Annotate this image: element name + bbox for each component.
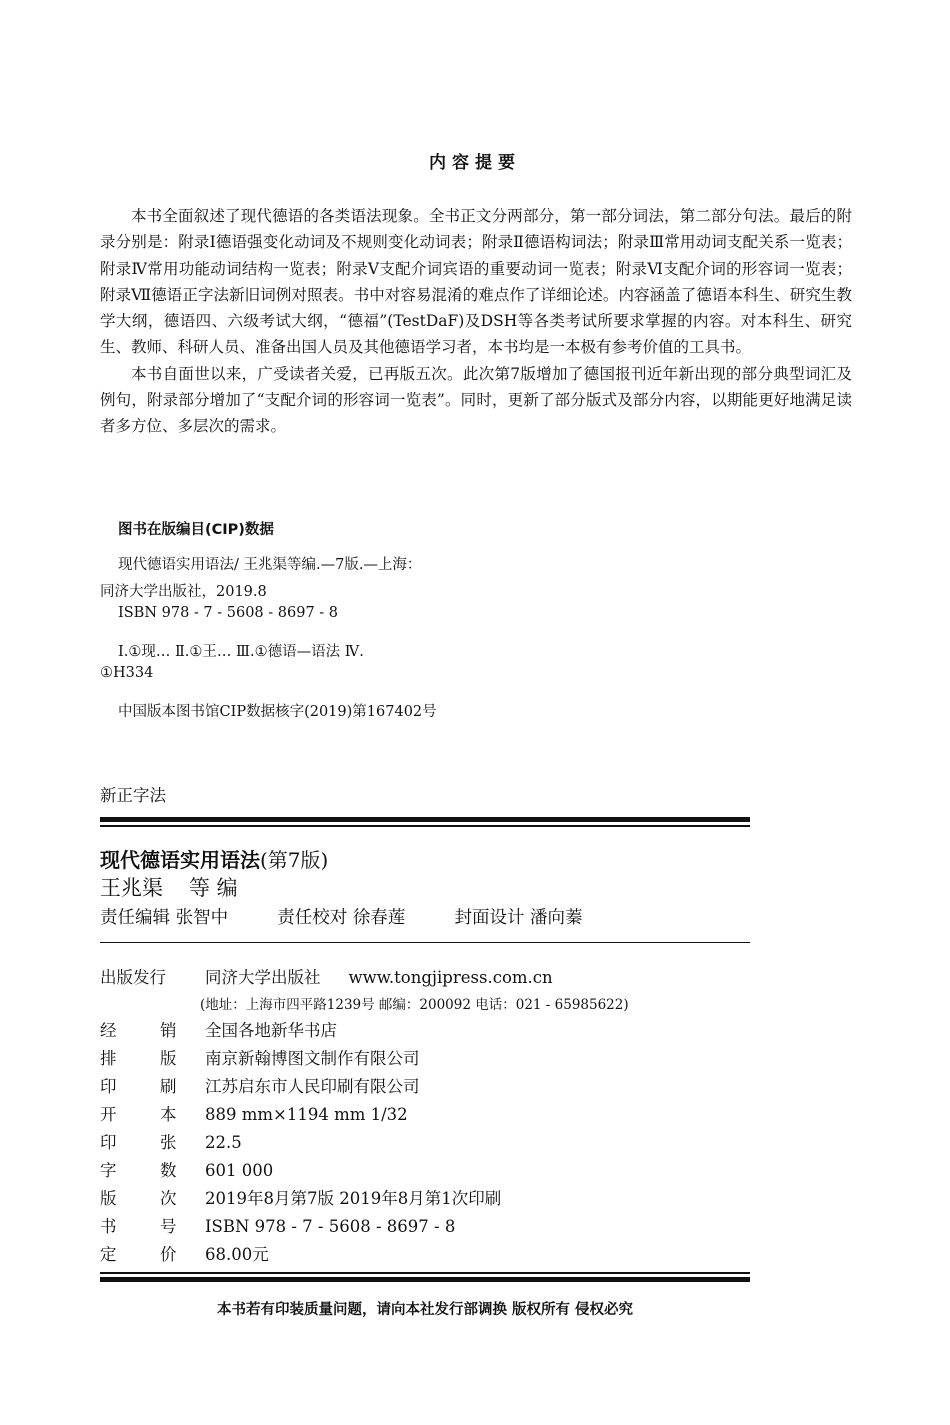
label-char: 号 [160,1217,177,1236]
info-value: 68.00元 [205,1245,269,1264]
author-role: 等 编 [189,876,238,900]
info-value: 2019年8月第7版 2019年8月第1次印刷 [205,1189,502,1208]
label-char: 版 [160,1049,177,1068]
label-char: 张 [160,1133,177,1152]
label-char: 数 [160,1161,177,1180]
author-name: 王兆渠 [100,876,163,900]
info-row-sheets [100,1129,242,1153]
cip-line-5: ①H334 [100,665,154,681]
label-char: 版 [100,1189,117,1208]
bottom-thin-rule [100,1272,750,1274]
label-char: 印 [100,1133,117,1152]
book-edition: (第7版) [260,848,329,872]
proofreader-label: 责任校对 [277,908,348,928]
info-row-printing [100,1073,420,1097]
cover-designer-label: 封面设计 [454,908,525,928]
middle-rule [100,942,750,943]
editors-line [100,904,583,929]
label-char: 字 [100,1161,117,1180]
label-char: 定 [100,1245,117,1264]
summary-title: 内容提要 [429,153,521,173]
cover-designer: 潘向蓁 [530,908,583,928]
cip-line-2: 同济大学出版社，2019.8 [100,584,267,600]
label-char: 次 [160,1189,177,1208]
label-char: 本 [160,1105,177,1124]
info-value: 全国各地新华书店 [205,1021,337,1040]
info-row-price [100,1241,269,1265]
info-value: 601 000 [205,1161,274,1180]
info-row-word-count [100,1157,273,1181]
info-value: 江苏启东市人民印刷有限公司 [205,1077,420,1096]
label-char: 经 [100,1021,117,1040]
orthography-label: 新正字法 [100,786,166,805]
label-char: 排 [100,1049,117,1068]
cip-line-4: Ⅰ.①现… Ⅱ.①王… Ⅲ.①德语—语法 Ⅳ. [118,644,364,660]
cip-line-6: 中国版本图书馆CIP数据核字(2019)第167402号 [118,704,437,720]
cip-heading: 图书在版编目(CIP)数据 [118,522,274,538]
info-value: 22.5 [205,1133,242,1152]
responsible-editor-label: 责任编辑 [100,908,170,928]
publisher-value: 同济大学出版社 [205,968,321,987]
label-char: 印 [100,1077,117,1096]
info-row-distributor [100,1017,337,1041]
info-row-typesetting [100,1045,420,1069]
label-char: 价 [160,1245,177,1264]
info-row-format [100,1101,408,1125]
summary-paragraph-2: 本书自面世以来，广受读者关爱，已再版五次。此次第7版增加了德国报刊近年新出现的部分典型词汇及例句，附录部分增加了“支配介词的形容词一览表”。同时，更新了部分版式及部分内容，以期能更好地满足读者多方位、多层次的需求。 [100,364,852,436]
info-row-isbn [100,1213,455,1237]
top-thick-rule [100,817,750,822]
top-thin-rule [100,825,750,827]
summary-body [100,203,852,440]
proofreader: 徐春莲 [352,908,406,928]
publisher-website: www.tongjipress.com.cn [348,968,553,987]
copyright-notice: 本书若有印装质量问题，请向本社发行部调换 版权所有 侵权必究 [216,1302,634,1318]
cip-line-3: ISBN 978 - 7 - 5608 - 8697 - 8 [118,605,339,621]
cip-line-1: 现代德语实用语法/ 王兆渠等编.—7版.—上海： [118,557,422,573]
info-value: 南京新翰博图文制作有限公司 [205,1049,420,1068]
info-value: 889 mm×1194 mm 1/32 [205,1105,408,1124]
label-char: 刷 [160,1077,177,1096]
publisher-row [100,964,553,988]
label-char: 书 [100,1217,117,1236]
book-title-text: 现代德语实用语法 [100,848,260,872]
responsible-editor: 张智中 [175,908,229,928]
info-row-edition [100,1185,501,1209]
book-title [100,844,328,873]
label-char: 销 [160,1021,177,1040]
summary-paragraph-1: 本书全面叙述了现代德语的各类语法现象。全书正文分两部分，第一部分词法，第二部分句法。最后的附录分别是：附录Ⅰ德语强变化动词及不规则变化动词表；附录Ⅱ德语构词法；附录Ⅲ常用动词支配关系一览表；附录Ⅳ常用功能动词结构一览表；附录Ⅴ支配介词宾语的重要动词一览表；附录Ⅵ支配介词的形容词一览表；附录Ⅶ德语正字法新旧词例对照表。书中对容易混淆的难点作了详细论述。内容涵盖了德语本科生、研究生教学大纲，德语四、六级考试大纲，“德福”(TestDaF)及DSH等各类考试所要求掌握的内容。对本科生、研究生、教师、科研人员、准备出国人员及其他德语学习者，本书均是一本极有参考价值的工具书。 [100,207,852,357]
label-char: 开 [100,1105,117,1124]
info-value: ISBN 978 - 7 - 5608 - 8697 - 8 [205,1217,456,1236]
author-line [100,872,238,902]
bottom-thick-rule [100,1277,750,1282]
publisher-address: (地址：上海市四平路1239号 邮编：200092 电话：021 - 65985622) [200,997,629,1013]
publisher-label: 出版发行 [100,968,166,987]
